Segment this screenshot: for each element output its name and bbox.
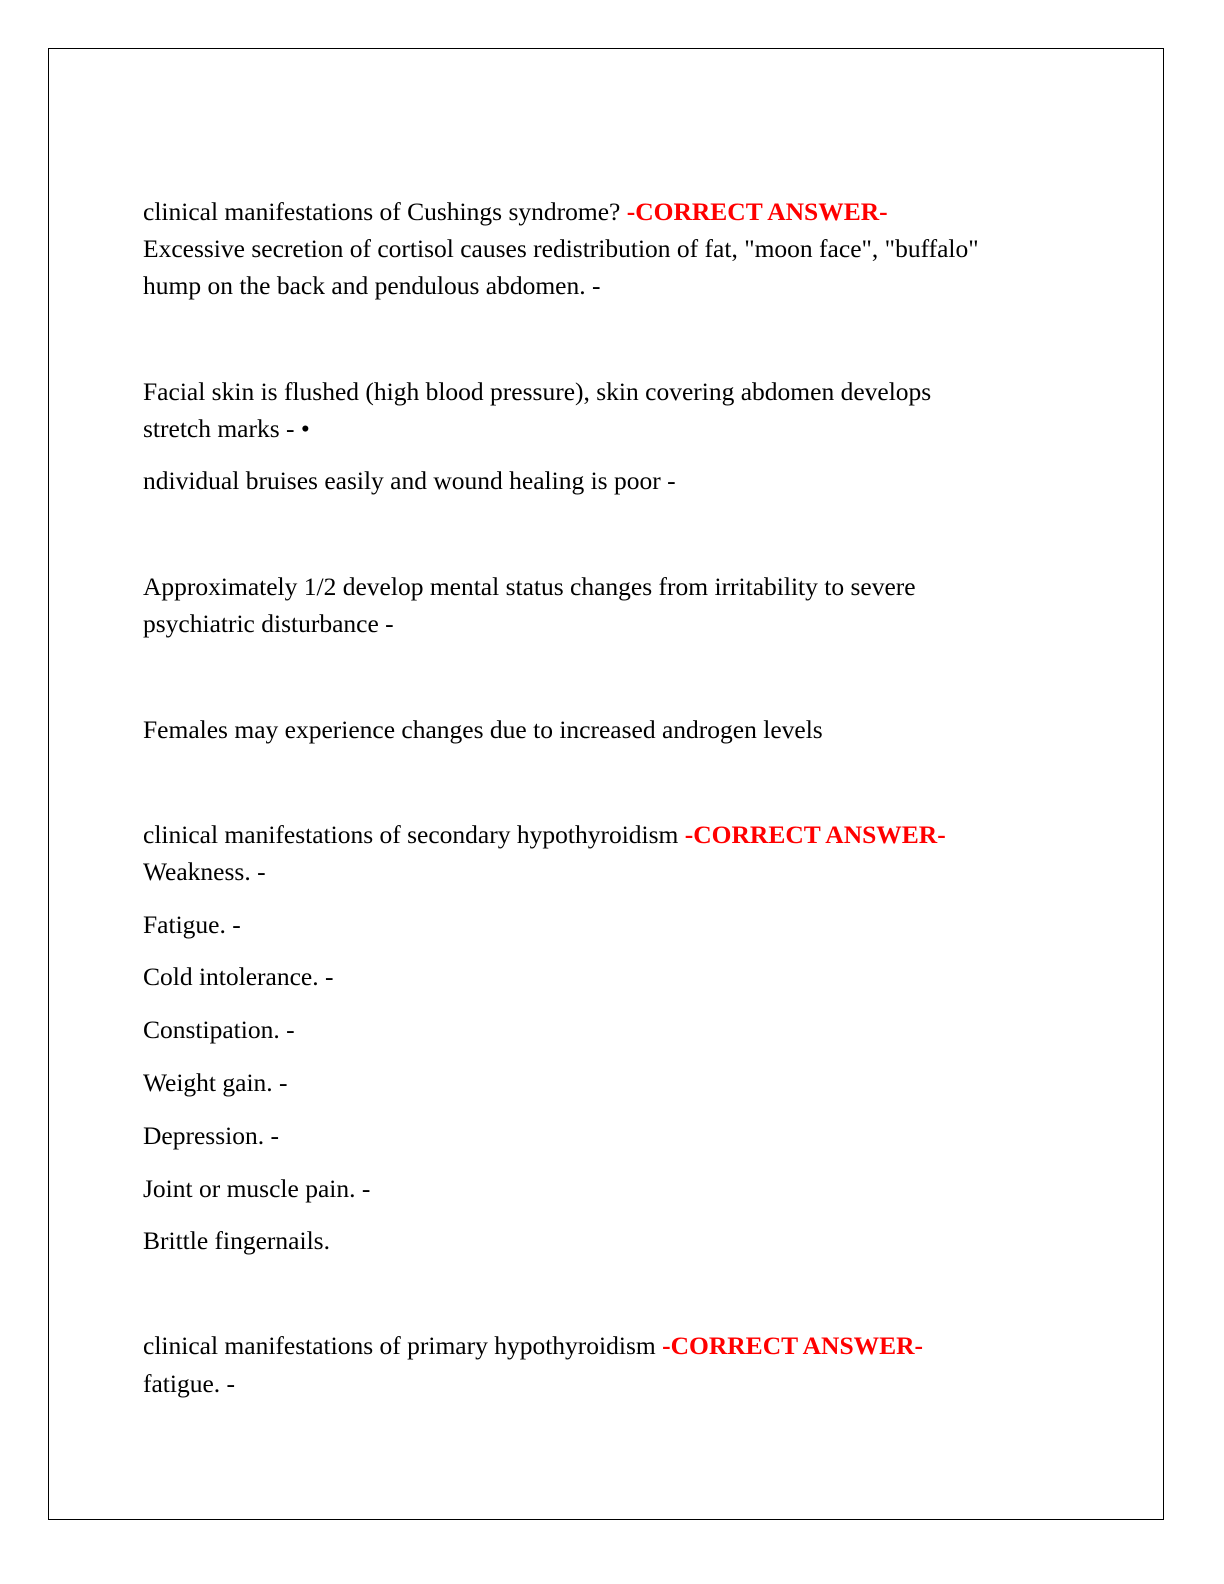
answer-line: Weight gain. - bbox=[143, 1068, 288, 1097]
question-secondary-hypothyroidism bbox=[143, 820, 946, 850]
correct-answer-label: -CORRECT ANSWER- bbox=[684, 820, 946, 849]
answer-line: Approximately 1/2 develop mental status changes from irritability to severe bbox=[143, 572, 916, 601]
answer-line: fatigue. - bbox=[143, 1369, 236, 1398]
question-primary-hypothyroidism bbox=[143, 1331, 923, 1361]
question-text: clinical manifestations of Cushings syndrome? bbox=[143, 197, 627, 226]
question-text: clinical manifestations of secondary hypothyroidism bbox=[143, 820, 685, 849]
answer-line: stretch marks - • bbox=[143, 414, 310, 443]
question-cushings bbox=[143, 197, 888, 227]
answer-line: Depression. - bbox=[143, 1121, 279, 1150]
correct-answer-label: -CORRECT ANSWER- bbox=[626, 197, 888, 226]
answer-line: hump on the back and pendulous abdomen. - bbox=[143, 271, 601, 300]
answer-line: Facial skin is flushed (high blood pressure), skin covering abdomen develops bbox=[143, 377, 932, 406]
correct-answer-label: -CORRECT ANSWER- bbox=[662, 1331, 924, 1360]
answer-line: ndividual bruises easily and wound healing is poor - bbox=[143, 466, 676, 495]
answer-line: Cold intolerance. - bbox=[143, 962, 334, 991]
answer-line: Excessive secretion of cortisol causes redistribution of fat, "moon face", "buffalo" bbox=[143, 234, 979, 263]
answer-line: psychiatric disturbance - bbox=[143, 609, 394, 638]
answer-line: Brittle fingernails. bbox=[143, 1226, 330, 1255]
answer-line: Joint or muscle pain. - bbox=[143, 1174, 371, 1203]
answer-line: Females may experience changes due to increased androgen levels bbox=[143, 715, 823, 744]
question-text: clinical manifestations of primary hypothyroidism bbox=[143, 1331, 663, 1360]
page-border bbox=[48, 48, 1164, 1520]
answer-line: Fatigue. - bbox=[143, 910, 241, 939]
answer-line: Constipation. - bbox=[143, 1015, 295, 1044]
answer-line: Weakness. - bbox=[143, 857, 266, 886]
